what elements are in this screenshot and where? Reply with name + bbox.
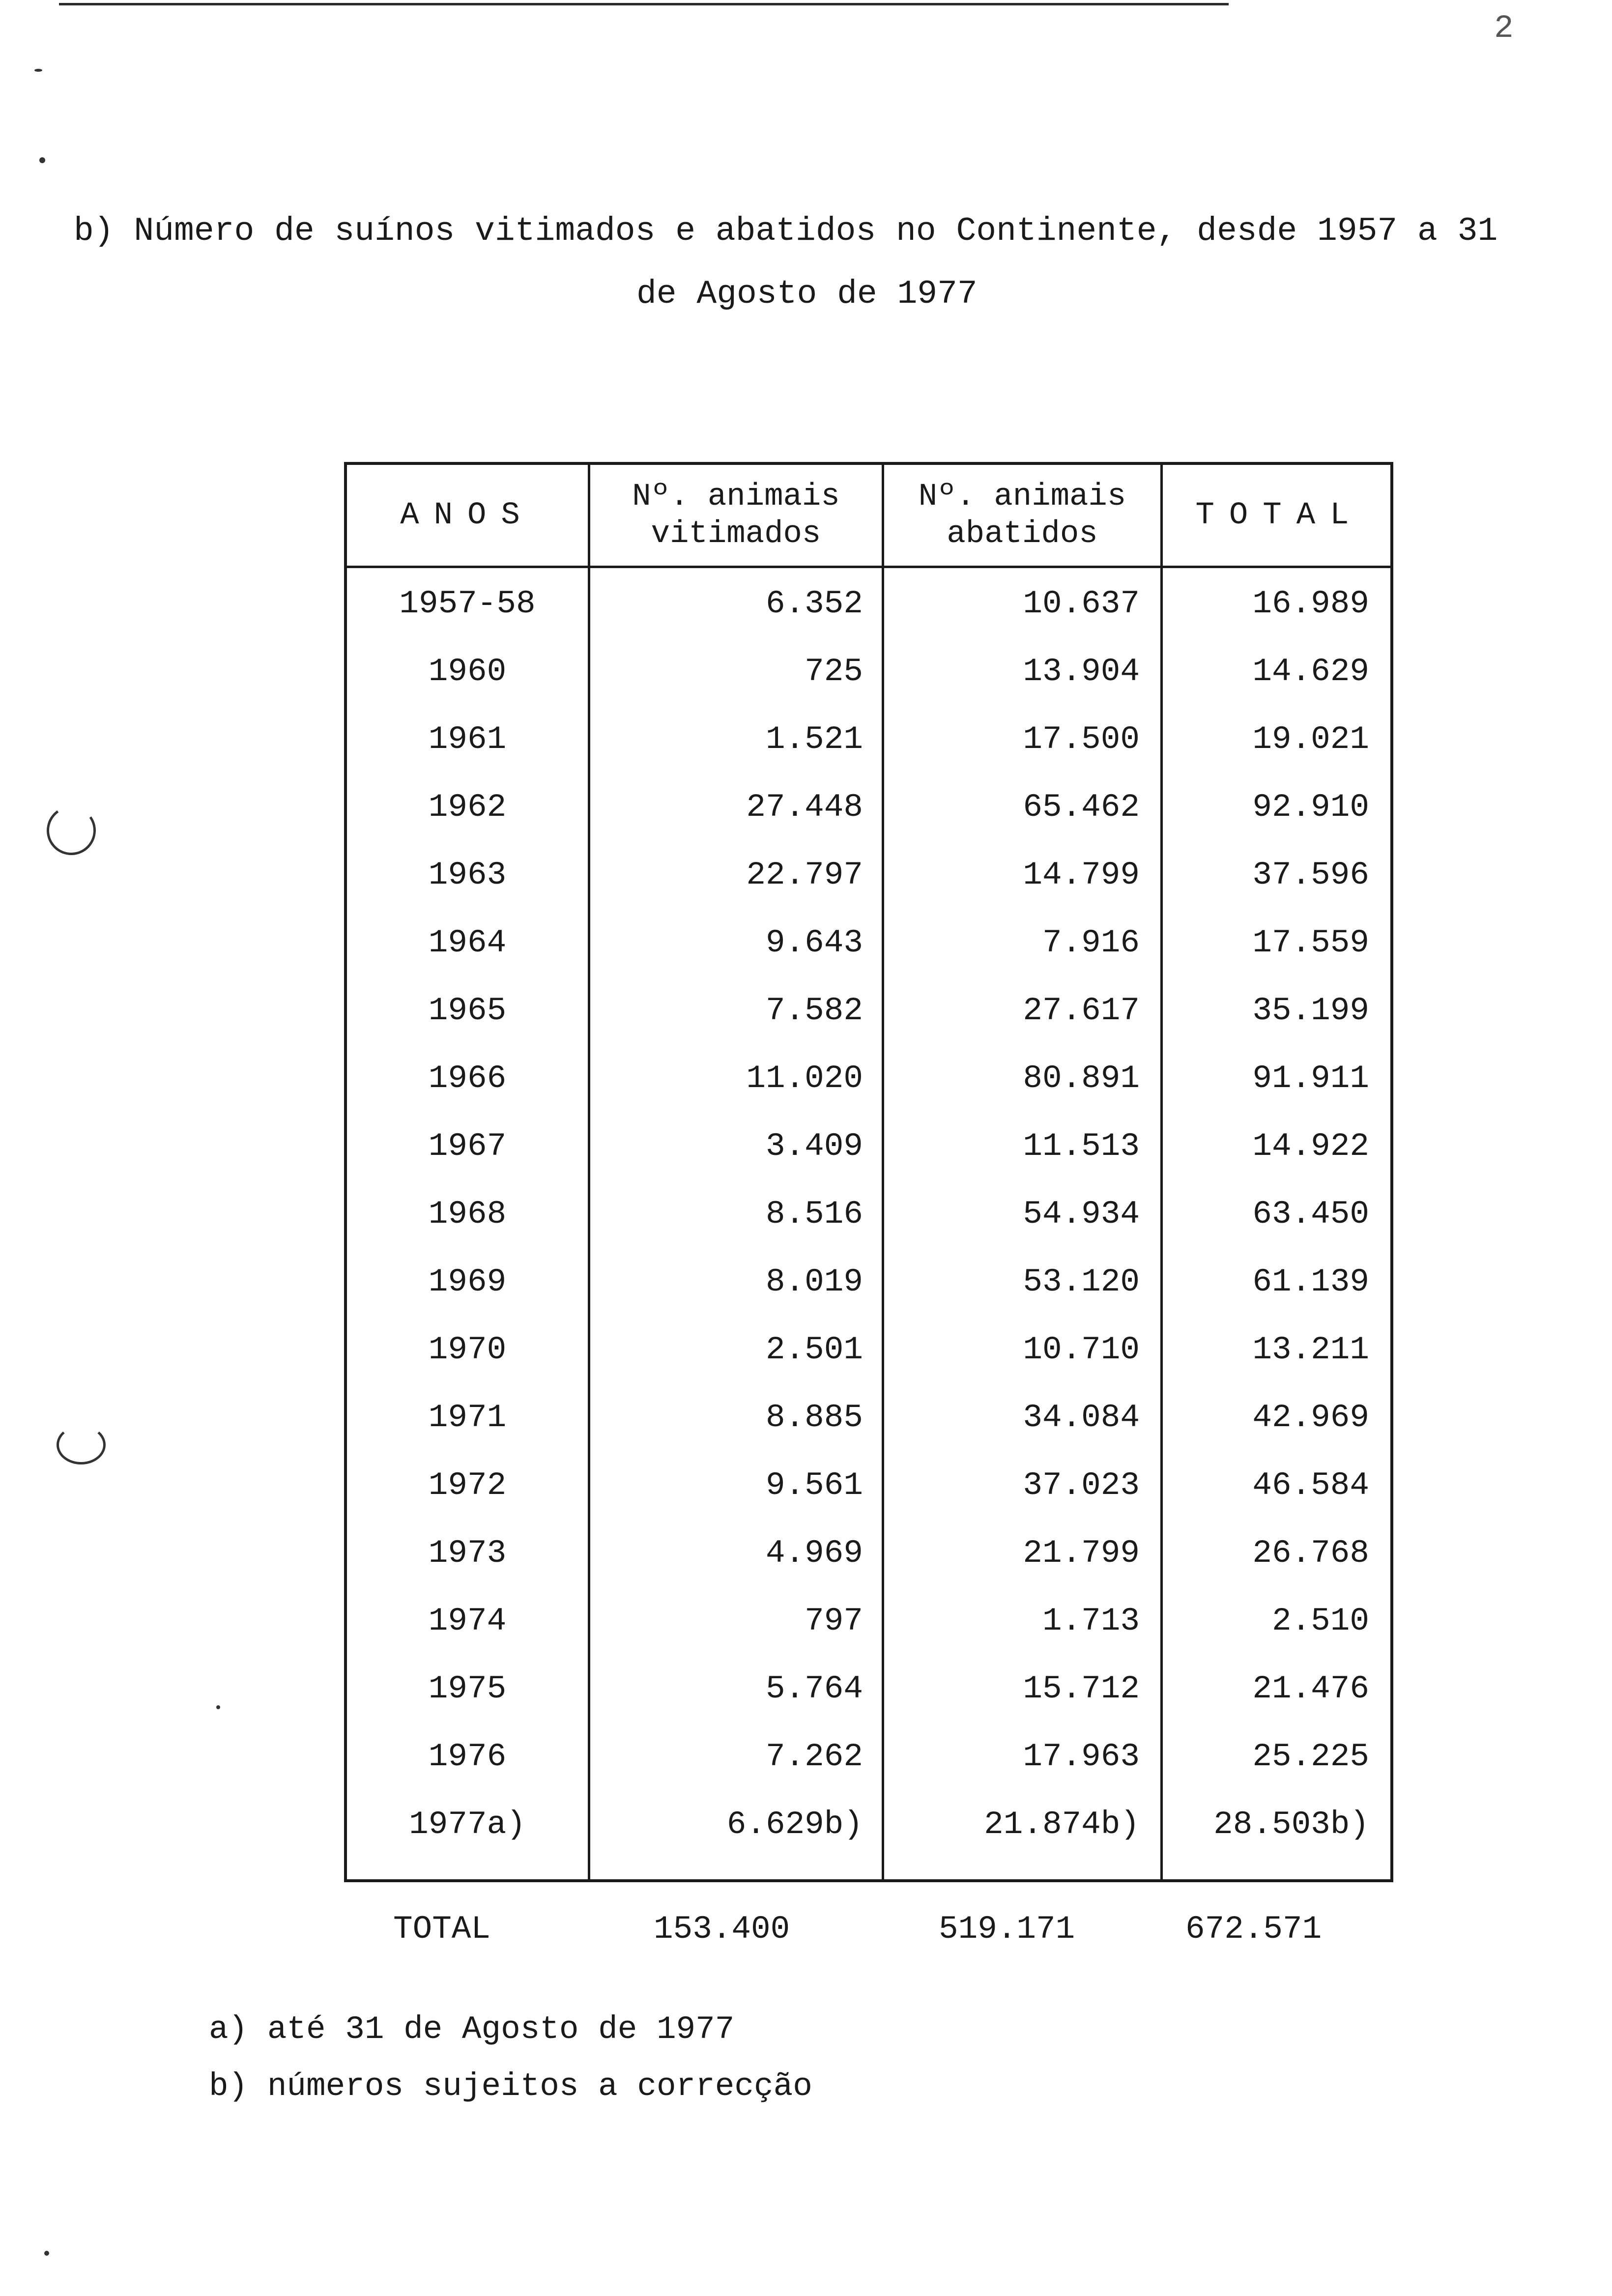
totals-abatidos: 519.171 bbox=[939, 1911, 1075, 1948]
cell-year: 1966 bbox=[428, 1060, 507, 1097]
table-row bbox=[347, 1196, 1390, 1263]
cell-total: 16.989 bbox=[1252, 585, 1369, 622]
header-abatidos: Nº. animais abatidos bbox=[918, 479, 1126, 552]
cell-abatidos: 14.799 bbox=[1023, 857, 1140, 893]
cell-vitimados: 2.501 bbox=[765, 1331, 863, 1368]
cell-year: 1961 bbox=[428, 721, 507, 758]
cell-abatidos: 17.500 bbox=[1023, 721, 1140, 758]
cell-year: 1963 bbox=[428, 857, 507, 893]
table-row bbox=[347, 789, 1390, 857]
header-divider bbox=[347, 566, 1390, 568]
table-row bbox=[347, 1670, 1390, 1738]
totals-total: 672.571 bbox=[1185, 1911, 1322, 1948]
cell-vitimados: 797 bbox=[805, 1603, 863, 1639]
cell-vitimados: 8.885 bbox=[765, 1399, 863, 1436]
cell-abatidos: 54.934 bbox=[1023, 1196, 1140, 1233]
cell-year: 1967 bbox=[428, 1128, 507, 1165]
page-title-line-2: de Agosto de 1977 bbox=[636, 275, 978, 313]
cell-vitimados: 11.020 bbox=[746, 1060, 863, 1097]
footnote-a: a) até 31 de Agosto de 1977 bbox=[209, 2011, 735, 2048]
cell-vitimados: 7.582 bbox=[765, 992, 863, 1029]
scan-mark bbox=[57, 1425, 106, 1464]
cell-total: 14.629 bbox=[1252, 653, 1369, 690]
cell-abatidos: 13.904 bbox=[1023, 653, 1140, 690]
cell-total: 61.139 bbox=[1252, 1263, 1369, 1300]
cell-year: 1968 bbox=[428, 1196, 507, 1233]
cell-year: 1975 bbox=[428, 1670, 507, 1707]
scan-speck bbox=[34, 69, 42, 72]
cell-total: 25.225 bbox=[1252, 1738, 1369, 1775]
table-row bbox=[347, 1263, 1390, 1331]
data-table bbox=[344, 462, 1393, 1882]
cell-vitimados: 8.019 bbox=[765, 1263, 863, 1300]
table-row bbox=[347, 1467, 1390, 1535]
cell-year: 1957-58 bbox=[399, 585, 536, 622]
cell-year: 1976 bbox=[428, 1738, 507, 1775]
table-row bbox=[347, 1331, 1390, 1399]
cell-abatidos: 17.963 bbox=[1023, 1738, 1140, 1775]
cell-abatidos: 37.023 bbox=[1023, 1467, 1140, 1504]
scan-speck bbox=[39, 157, 45, 163]
cell-vitimados: 6.629b) bbox=[726, 1806, 863, 1843]
table-row bbox=[347, 1060, 1390, 1128]
cell-total: 92.910 bbox=[1252, 789, 1369, 826]
cell-total: 26.768 bbox=[1252, 1535, 1369, 1572]
cell-abatidos: 10.637 bbox=[1023, 585, 1140, 622]
cell-abatidos: 11.513 bbox=[1023, 1128, 1140, 1165]
cell-total: 91.911 bbox=[1252, 1060, 1369, 1097]
table-row bbox=[347, 857, 1390, 924]
scan-speck bbox=[216, 1705, 220, 1709]
scan-mark bbox=[43, 802, 100, 859]
totals-vitimados: 153.400 bbox=[654, 1911, 790, 1948]
cell-total: 14.922 bbox=[1252, 1128, 1369, 1165]
cell-year: 1960 bbox=[428, 653, 507, 690]
cell-total: 19.021 bbox=[1252, 721, 1369, 758]
cell-abatidos: 10.710 bbox=[1023, 1331, 1140, 1368]
scan-speck bbox=[44, 2251, 49, 2256]
cell-vitimados: 22.797 bbox=[746, 857, 863, 893]
cell-vitimados: 4.969 bbox=[765, 1535, 863, 1572]
cell-vitimados: 7.262 bbox=[765, 1738, 863, 1775]
cell-vitimados: 27.448 bbox=[746, 789, 863, 826]
table-row bbox=[347, 1128, 1390, 1196]
cell-total: 2.510 bbox=[1271, 1603, 1369, 1639]
table-row bbox=[347, 924, 1390, 992]
cell-total: 17.559 bbox=[1252, 924, 1369, 961]
cell-year: 1962 bbox=[428, 789, 507, 826]
table-row bbox=[347, 721, 1390, 789]
cell-vitimados: 1.521 bbox=[765, 721, 863, 758]
cell-total: 28.503b) bbox=[1213, 1806, 1369, 1843]
page-title-line-1: b) Número de suínos vitimados e abatidos no Continente, desde 1957 a 31 bbox=[74, 212, 1498, 250]
table-row bbox=[347, 992, 1390, 1060]
cell-abatidos: 80.891 bbox=[1023, 1060, 1140, 1097]
page-number: 2 bbox=[1494, 10, 1521, 47]
totals-label: TOTAL bbox=[393, 1911, 491, 1948]
cell-abatidos: 1.713 bbox=[1042, 1603, 1140, 1639]
cell-total: 35.199 bbox=[1252, 992, 1369, 1029]
table-row bbox=[347, 1399, 1390, 1467]
cell-vitimados: 8.516 bbox=[765, 1196, 863, 1233]
table-row bbox=[347, 1806, 1390, 1874]
cell-vitimados: 9.561 bbox=[765, 1467, 863, 1504]
table-body bbox=[347, 585, 1390, 1874]
cell-vitimados: 5.764 bbox=[765, 1670, 863, 1707]
cell-abatidos: 7.916 bbox=[1042, 924, 1140, 961]
table-row bbox=[347, 653, 1390, 721]
cell-abatidos: 53.120 bbox=[1023, 1263, 1140, 1300]
cell-year: 1970 bbox=[428, 1331, 507, 1368]
cell-total: 46.584 bbox=[1252, 1467, 1369, 1504]
cell-vitimados: 6.352 bbox=[765, 585, 863, 622]
cell-abatidos: 15.712 bbox=[1023, 1670, 1140, 1707]
cell-abatidos: 27.617 bbox=[1023, 992, 1140, 1029]
cell-total: 37.596 bbox=[1252, 857, 1369, 893]
cell-year: 1971 bbox=[428, 1399, 507, 1436]
cell-year: 1977a) bbox=[409, 1806, 526, 1843]
cell-year: 1972 bbox=[428, 1467, 507, 1504]
table-row bbox=[347, 585, 1390, 653]
footnote-b: b) números sujeitos a correcção bbox=[209, 2068, 812, 2105]
cell-year: 1964 bbox=[428, 924, 507, 961]
cell-abatidos: 34.084 bbox=[1023, 1399, 1140, 1436]
cell-vitimados: 9.643 bbox=[765, 924, 863, 961]
cell-total: 13.211 bbox=[1252, 1331, 1369, 1368]
cell-year: 1973 bbox=[428, 1535, 507, 1572]
table-row bbox=[347, 1738, 1390, 1806]
header-vitimados: Nº. animais vitimados bbox=[632, 479, 840, 552]
cell-total: 63.450 bbox=[1252, 1196, 1369, 1233]
cell-vitimados: 3.409 bbox=[765, 1128, 863, 1165]
cell-year: 1969 bbox=[428, 1263, 507, 1300]
cell-year: 1965 bbox=[428, 992, 507, 1029]
cell-vitimados: 725 bbox=[805, 653, 863, 690]
top-rule bbox=[59, 3, 1229, 5]
cell-abatidos: 21.799 bbox=[1023, 1535, 1140, 1572]
header-anos: ANOS bbox=[400, 497, 535, 533]
cell-abatidos: 65.462 bbox=[1023, 789, 1140, 826]
cell-total: 42.969 bbox=[1252, 1399, 1369, 1436]
table-row bbox=[347, 1535, 1390, 1603]
header-total: TOTAL bbox=[1195, 497, 1364, 533]
cell-year: 1974 bbox=[428, 1603, 507, 1639]
cell-total: 21.476 bbox=[1252, 1670, 1369, 1707]
table-row bbox=[347, 1603, 1390, 1670]
cell-abatidos: 21.874b) bbox=[984, 1806, 1140, 1843]
